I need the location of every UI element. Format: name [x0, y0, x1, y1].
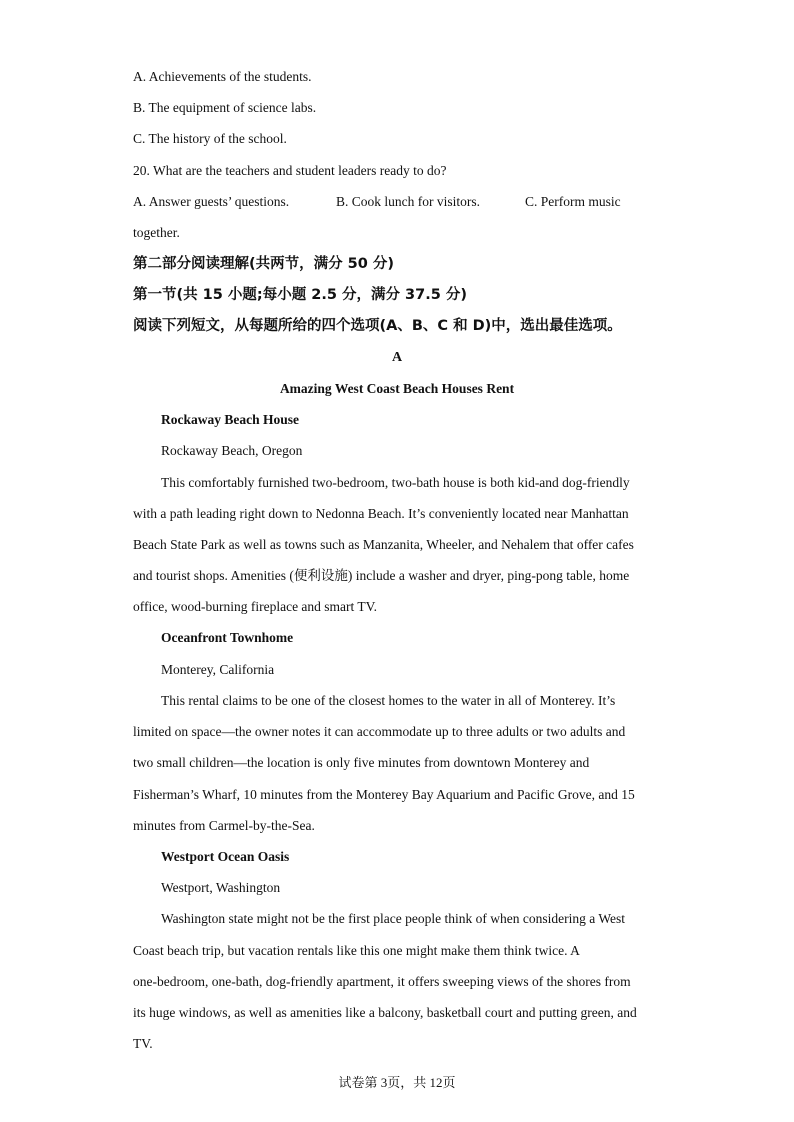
- section1-header: 第一节(共 15 小题;每小题 2.5 分，满分 37.5 分): [133, 287, 467, 303]
- listing-1-text-line: This comfortably furnished two-bedroom, two-bath house is both kid-and dog-friendly: [161, 475, 630, 490]
- listing-1-location: Rockaway Beach, Oregon: [161, 443, 303, 458]
- listing-1-text-line: with a path leading right down to Nedonna Beach. It’s conveniently located near Manhattan: [133, 506, 629, 521]
- listing-3-text-line: Coast beach trip, but vacation rentals like this one might make them think twice. A: [133, 943, 580, 958]
- listing-1-name: Rockaway Beach House: [161, 412, 299, 427]
- listing-3-text-line: one-bedroom, one-bath, dog-friendly apartment, it offers sweeping views of the shores from: [133, 974, 631, 989]
- reading-instruction: 阅读下列短文，从每题所给的四个选项(A、B、C 和 D)中，选出最佳选项。: [133, 318, 622, 334]
- q20-option-c-continued: together.: [133, 225, 180, 240]
- listing-2-text-line: minutes from Carmel-by-the-Sea.: [133, 818, 315, 833]
- listing-2-text-line: limited on space—the owner notes it can accommodate up to three adults or two adults and: [133, 724, 626, 739]
- listing-3-text-line: Washington state might not be the first place people think of when considering a West: [161, 911, 625, 926]
- page-footer: 试卷第 3页，共 12页: [338, 1075, 456, 1090]
- part2-header: 第二部分阅读理解(共两节，满分 50 分): [133, 256, 395, 272]
- listing-2-text-line: Fisherman’s Wharf, 10 minutes from the Monterey Bay Aquarium and Pacific Grove, and 15: [133, 787, 635, 802]
- listing-3-name: Westport Ocean Oasis: [161, 849, 290, 864]
- q20-option-b: B. Cook lunch for visitors.: [336, 194, 480, 209]
- passage-title: Amazing West Coast Beach Houses Rent: [279, 381, 515, 396]
- listing-1-text-line: and tourist shops. Amenities (便利设施) include a washer and dryer, ping-pong table, home: [133, 568, 630, 583]
- q20-option-a: A. Answer guests’ questions.: [133, 194, 290, 209]
- listing-2-name: Oceanfront Townhome: [161, 630, 294, 645]
- listing-3-location: Westport, Washington: [161, 880, 281, 895]
- q19-option-c: C. The history of the school.: [133, 131, 287, 146]
- listing-2-text-line: This rental claims to be one of the closest homes to the water in all of Monterey. It’s: [161, 693, 616, 708]
- q20-option-c: C. Perform music: [525, 194, 621, 209]
- passage-letter: A: [391, 350, 403, 365]
- listing-1-text-line: Beach State Park as well as towns such as Manzanita, Wheeler, and Nehalem that offer cafes: [133, 537, 634, 552]
- listing-2-text-line: two small children—the location is only five minutes from downtown Monterey and: [133, 755, 590, 770]
- q19-option-a: A. Achievements of the students.: [133, 69, 312, 84]
- listing-1-text-line: office, wood-burning fireplace and smart TV.: [133, 599, 378, 614]
- listing-2-location: Monterey, California: [161, 662, 275, 677]
- q19-option-b: B. The equipment of science labs.: [133, 100, 317, 115]
- listing-3-text-line: its huge windows, as well as amenities like a balcony, basketball court and putting green, and: [133, 1005, 637, 1020]
- q20-question: 20. What are the teachers and student leaders ready to do?: [133, 163, 447, 178]
- listing-3-text-line: TV.: [133, 1036, 153, 1051]
